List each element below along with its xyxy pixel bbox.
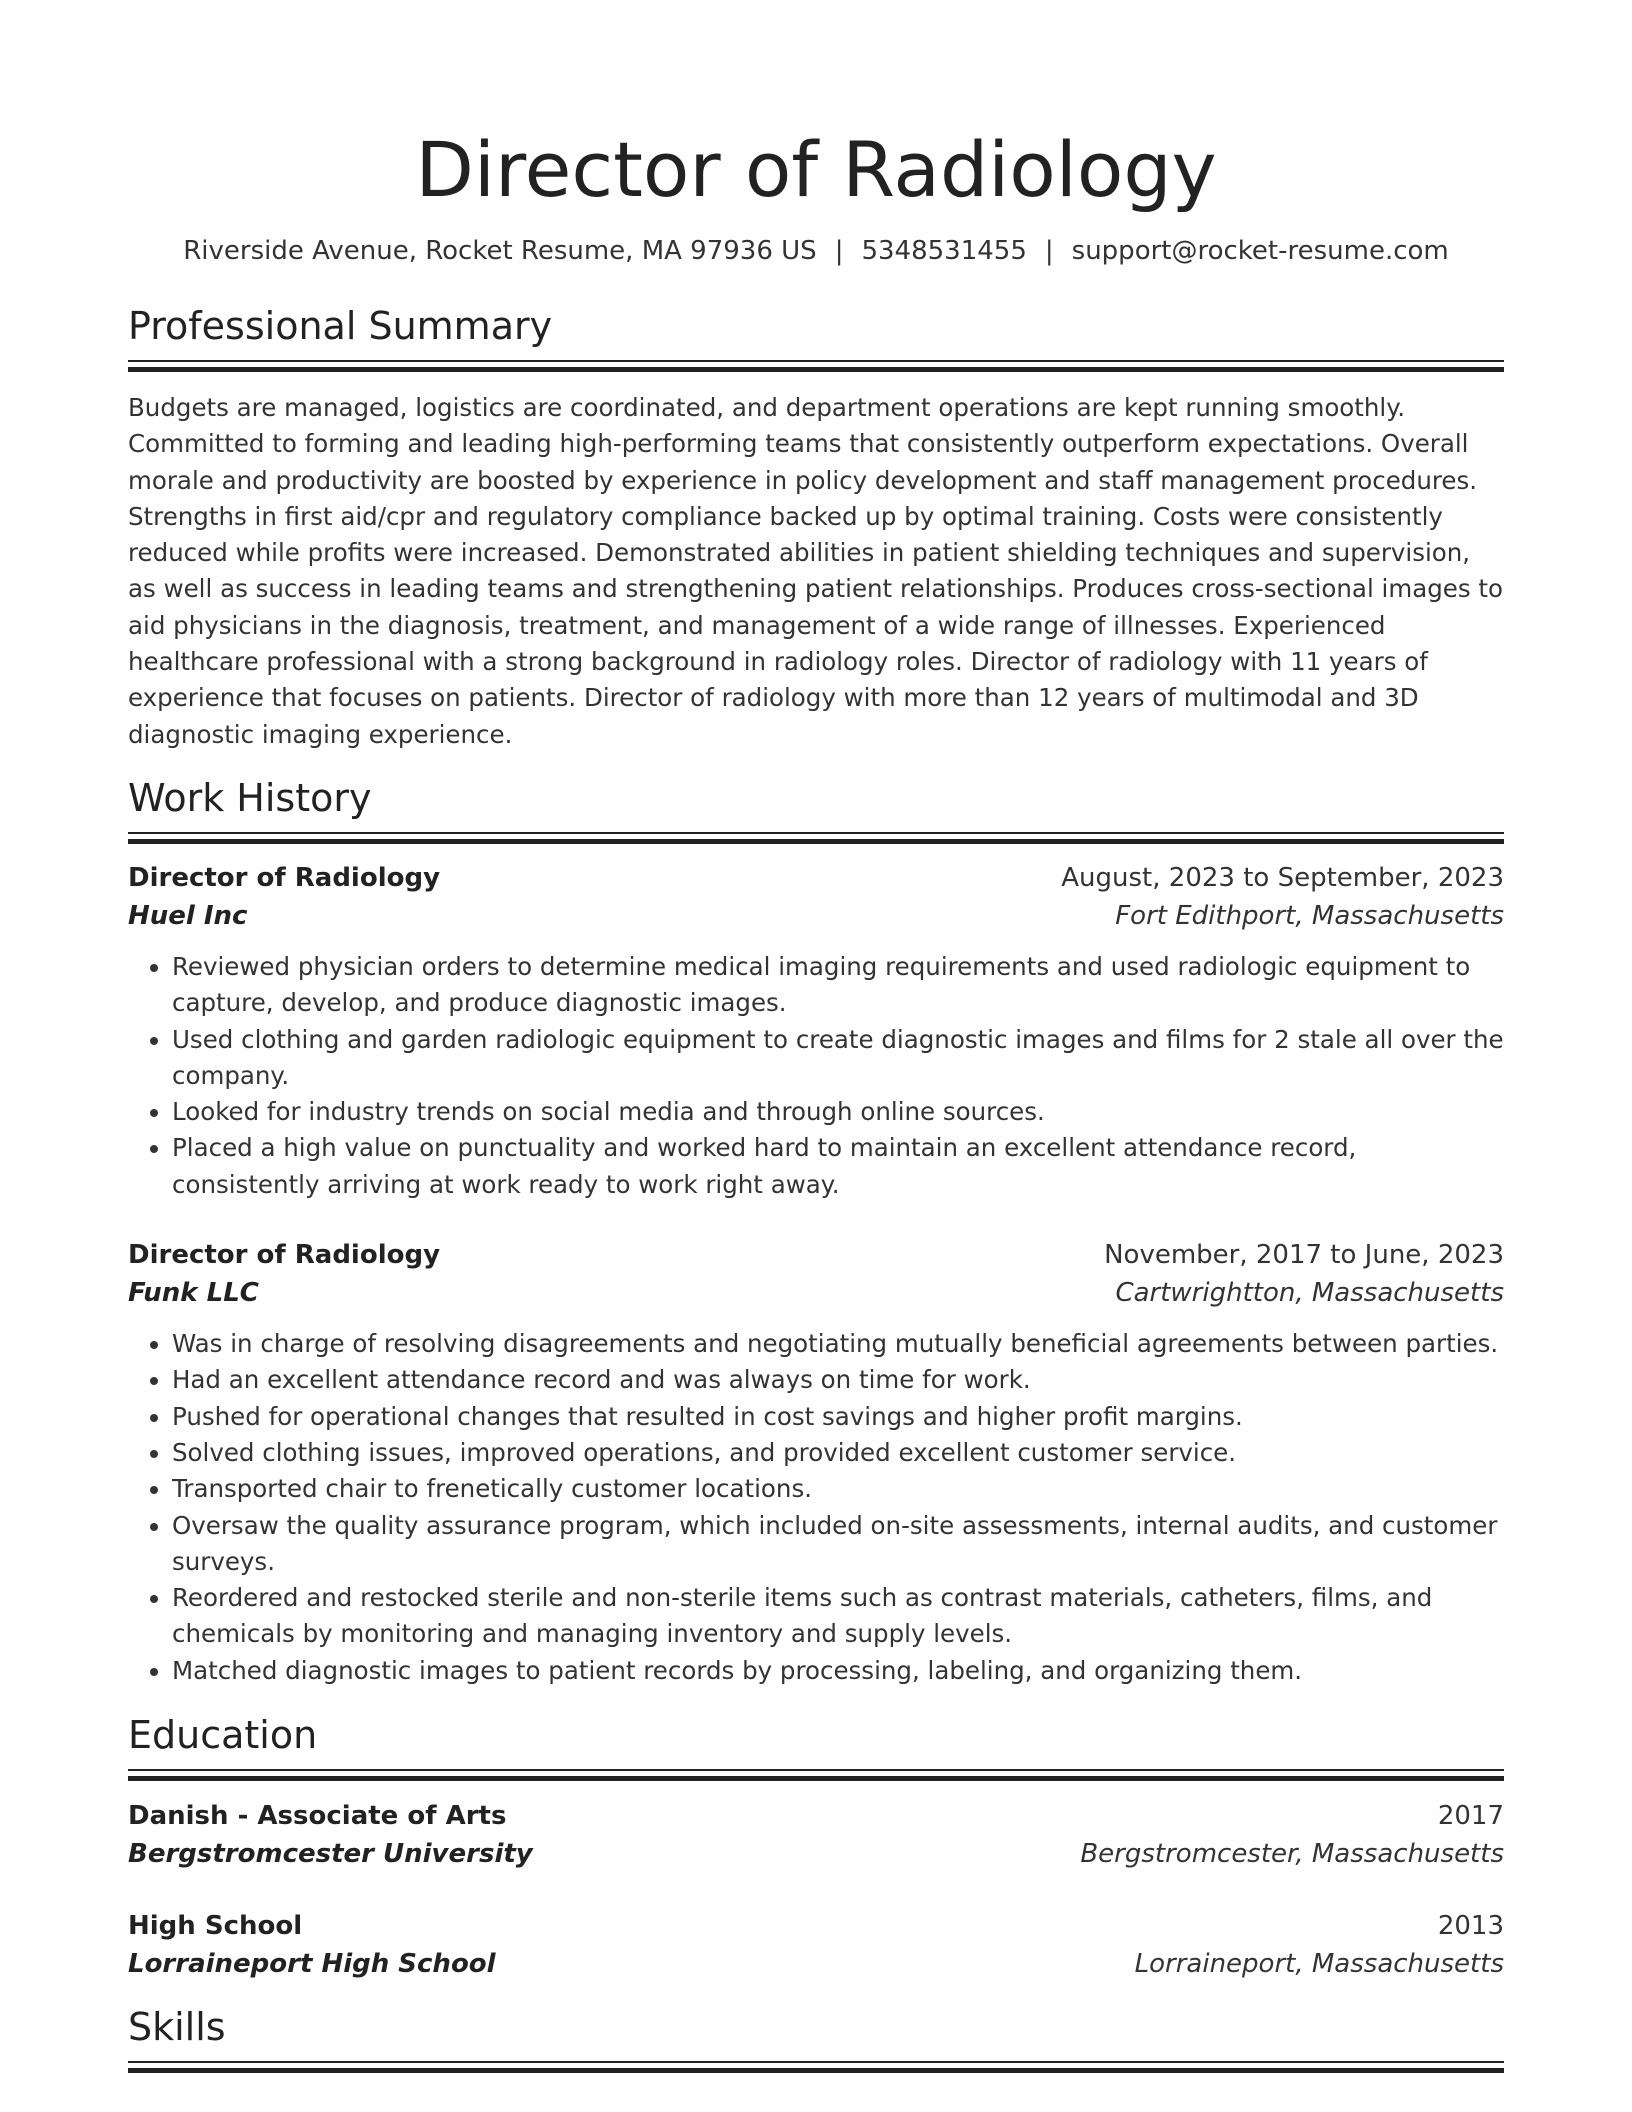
section-divider <box>128 1769 1504 1781</box>
section-divider <box>128 2061 1504 2073</box>
education-degree: High School <box>128 1911 303 1942</box>
job-bullet: • Placed a high value on punctuality and worked hard to maintain an excellent attendance record, consistently arriving at work ready to work right away. <box>172 1130 1504 1203</box>
education-school: Bergstromcester University <box>128 1839 533 1870</box>
contact-separator: | <box>834 236 844 266</box>
job-bullets <box>128 949 1504 1203</box>
resume-page <box>128 0 1504 2073</box>
job-bullet: • Used clothing and garden radiologic equipment to create diagnostic images and films for 2 stale all over the company. <box>172 1022 1504 1095</box>
job-company-row <box>128 1274 1504 1312</box>
education-location: Bergstromcester, Massachusetts <box>1080 1839 1504 1870</box>
contact-email: support@rocket-resume.com <box>1071 236 1449 266</box>
job-header-row <box>128 859 1504 897</box>
education-entry <box>128 1797 1504 1873</box>
education-section <box>128 1711 1504 1983</box>
education-location: Lorraineport, Massachusetts <box>1134 1949 1504 1980</box>
job-bullet: • Oversaw the quality assurance program, which included on-site assessments, internal audits, and customer surveys. <box>172 1508 1504 1581</box>
job-bullet: • Was in charge of resolving disagreements and negotiating mutually beneficial agreements between parties. <box>172 1326 1504 1362</box>
education-year: 2013 <box>1437 1911 1504 1942</box>
job-dates: August, 2023 to September, 2023 <box>1061 862 1504 893</box>
job-company: Huel Inc <box>128 900 248 931</box>
job-bullet: • Transported chair to frenetically customer locations. <box>172 1471 1504 1507</box>
section-title-work: Work History <box>128 775 372 820</box>
education-header-row <box>128 1907 1504 1945</box>
job-bullet: • Had an excellent attendance record and was always on time for work. <box>172 1362 1504 1398</box>
section-title-summary: Professional Summary <box>128 304 553 348</box>
resume-name: Director of Radiology <box>415 125 1217 214</box>
job-company: Funk LLC <box>128 1278 259 1309</box>
education-school-row <box>128 1835 1504 1873</box>
job-role: Director of Radiology <box>128 1240 441 1271</box>
contact-address: Riverside Avenue, Rocket Resume, MA 97936 US <box>183 236 817 266</box>
education-entry <box>128 1907 1504 1983</box>
job-dates: November, 2017 to June, 2023 <box>1104 1240 1504 1271</box>
contact-phone: 5348531455 <box>861 236 1027 266</box>
job-bullets <box>128 1326 1504 1689</box>
summary-text: Budgets are managed, logistics are coordinated, and department operations are kept running smoothly. Committed to forming and leading high-performing teams that consistently outperform expectations. Overall morale and productivity are boosted by experience in policy development and staff management procedures. Strengths in first aid/cpr and regulatory compliance backed up by optimal training. Costs were consistently reduced while profits were increased. Demonstrated abilities in patient shielding techniques and supervision, as well as success in leading teams and strengthening patient relationships. Produces cross-sectional images to aid physicians in the diagnosis, treatment, and management of a wide range of illnesses. Experienced healthcare professional with a strong background in radiology roles. Director of radiology with 11 years of experience that focuses on patients. Director of radiology with more than 12 years of multimodal and 3D diagnostic imaging experience. <box>128 393 1504 749</box>
job-bullet: • Reviewed physician orders to determine medical imaging requirements and used radiologic equipment to capture, develop, and produce diagnostic images. <box>172 949 1504 1022</box>
skills-section <box>128 2003 1504 2073</box>
job-entry <box>128 859 1504 1203</box>
job-bullet: • Reordered and restocked sterile and non-sterile items such as contrast materials, catheters, films, and chemicals by monitoring and managing inventory and supply levels. <box>172 1580 1504 1653</box>
education-year: 2017 <box>1437 1801 1504 1832</box>
job-role: Director of Radiology <box>128 862 441 893</box>
education-school-row <box>128 1945 1504 1983</box>
section-divider <box>128 360 1504 372</box>
education-school: Lorraineport High School <box>128 1949 496 1980</box>
contact-line <box>128 234 1504 268</box>
job-company-row <box>128 897 1504 935</box>
job-bullet: • Matched diagnostic images to patient records by processing, labeling, and organizing them. <box>172 1653 1504 1689</box>
job-location: Fort Edithport, Massachusetts <box>1115 900 1504 931</box>
job-bullet: • Pushed for operational changes that resulted in cost savings and higher profit margins. <box>172 1399 1504 1435</box>
section-title-skills: Skills <box>128 2005 226 2050</box>
job-bullet: • Looked for industry trends on social media and through online sources. <box>172 1094 1504 1130</box>
summary-section <box>128 302 1504 753</box>
education-header-row <box>128 1797 1504 1835</box>
job-location: Cartwrightton, Massachusetts <box>1115 1278 1504 1309</box>
job-bullet: • Solved clothing issues, improved operations, and provided excellent customer service. <box>172 1435 1504 1471</box>
contact-separator: | <box>1044 236 1054 266</box>
work-section <box>128 774 1504 1689</box>
education-degree: Danish - Associate of Arts <box>128 1801 507 1832</box>
section-divider <box>128 832 1504 844</box>
job-header-row <box>128 1236 1504 1274</box>
job-entry <box>128 1236 1504 1689</box>
section-title-education: Education <box>128 1713 318 1758</box>
